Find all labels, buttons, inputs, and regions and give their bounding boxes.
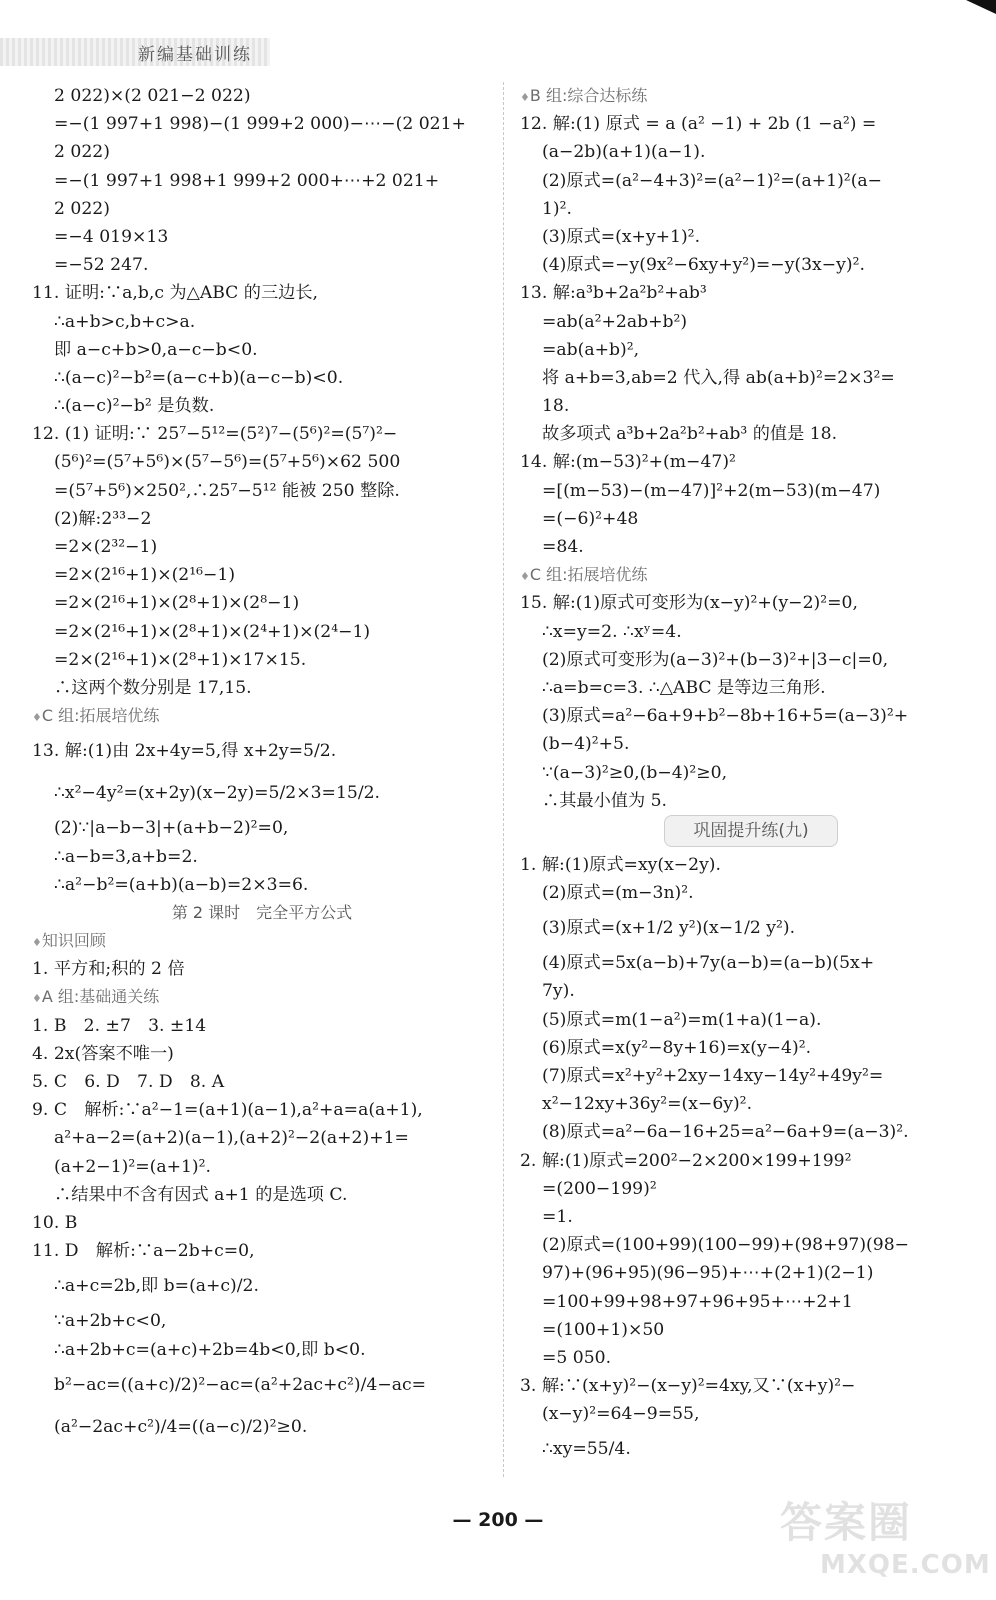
- text-line: =(200−199)²: [542, 1178, 657, 1199]
- left-column: [32, 82, 492, 1448]
- text-line: 1. 平方和;积的 2 倍: [32, 959, 185, 980]
- right-column: [520, 82, 982, 1470]
- watermark-logo: [780, 1490, 991, 1590]
- section-heading: ♦ C 组:拓展培优练: [520, 561, 982, 589]
- text-line: (3)原式=(x+y+1)².: [542, 226, 701, 247]
- text-line: 10. B: [32, 1212, 78, 1233]
- text-line: (3)原式=a²−6a+9+b²−8b+16+5=(a−3)²+: [542, 706, 909, 727]
- text-line: 15. 解:(1)原式可变形为(x−y)²+(y−2)²=0,: [520, 593, 858, 614]
- text-line: (7)原式=x²+y²+2xy−14xy−14y²+49y²=: [542, 1066, 884, 1086]
- text-line: (2)原式=(100+99)(100−99)+(98+97)(98−: [542, 1235, 910, 1256]
- text-line: =[(m−53)−(m−47)]²+2(m−53)(m−47): [542, 480, 881, 501]
- text-line: =(100+1)×50: [542, 1319, 665, 1340]
- text-line: (a²−2ac+c²)/4=((a−c)/2)²≥0.: [54, 1416, 308, 1437]
- text-line: 2 022): [54, 198, 110, 219]
- text-line: ∴x=y=2. ∴xʸ=4.: [542, 621, 682, 642]
- text-line: (5)原式=m(1−a²)=m(1+a)(1−a).: [542, 1009, 822, 1030]
- text-line: 18.: [542, 396, 570, 417]
- text-line: 1)².: [542, 198, 572, 219]
- section-heading: ♦ C 组:拓展培优练: [32, 702, 492, 730]
- watermark-text: 答案圈: [780, 1498, 913, 1547]
- text-line: =2×(2³²−1): [54, 537, 158, 557]
- text-line: (5⁶)²=(5⁷+5⁶)×(5⁷−5⁶)=(5⁷+5⁶)×62 500: [54, 452, 401, 473]
- text-line: 13. 解:a³b+2a²b²+ab³: [520, 283, 707, 304]
- text-line: ∴(a−c)²−b²=(a−c+b)(a−c−b)<0.: [54, 367, 344, 388]
- text-line: 11. 证明:∵a,b,c 为△ABC 的三边长,: [32, 283, 319, 304]
- text-line: ∴a²−b²=(a+b)(a−b)=2×3=6.: [54, 874, 309, 895]
- text-line: =5 050.: [542, 1347, 612, 1368]
- text-line: (4)原式=−y(9x²−6xy+y²)=−y(3x−y)².: [542, 255, 865, 276]
- section-banner-label: 巩固提升练(九): [664, 815, 837, 847]
- section-heading: ♦ 知识回顾: [32, 927, 492, 955]
- text-line: ∴xy=55/4.: [542, 1439, 631, 1460]
- text-line: 11. D 解析:∵a−2b+c=0,: [32, 1241, 255, 1262]
- text-line: 7y).: [542, 981, 575, 1002]
- text-line: =−(1 997+1 998+1 999+2 000+⋯+2 021+: [54, 170, 440, 191]
- text-line: =−4 019×13: [54, 226, 169, 247]
- text-line: 1. B 2. ±7 3. ±14: [32, 1015, 207, 1036]
- text-line: 12. 解:(1) 原式 = a (a² −1) + 2b (1 −a²) =: [520, 114, 877, 135]
- book-title: 新编基础训练: [138, 45, 252, 65]
- section-heading: ♦ B 组:综合达标练: [520, 82, 982, 110]
- text-line: =1.: [542, 1206, 573, 1227]
- text-line: =(5⁷+5⁶)×250²,∴25⁷−5¹² 能被 250 整除.: [54, 480, 400, 501]
- text-line: ∴结果中不含有因式 a+1 的是选项 C.: [54, 1184, 348, 1205]
- text-line: ∴a+c=2b,即 b=(a+c)/2.: [54, 1276, 259, 1297]
- text-line: (x−y)²=64−9=55,: [542, 1404, 700, 1425]
- text-line: (a+2−1)²=(a+1)².: [54, 1156, 211, 1177]
- text-line: x²−12xy+36y²=(x−6y)².: [542, 1094, 753, 1115]
- text-line: (2)解:2³³−2: [54, 508, 152, 529]
- lesson-title: 第 2 课时 完全平方公式: [171, 902, 353, 922]
- text-line: =ab(a²+2ab+b²): [542, 311, 688, 332]
- section-banner: [520, 815, 982, 851]
- text-line: a²+a−2=(a+2)(a−1),(a+2)²−2(a+2)+1=: [54, 1128, 409, 1149]
- text-line: 2. 解:(1)原式=200²−2×200×199+199²: [520, 1150, 852, 1171]
- text-line: 12. (1) 证明:∵ 25⁷−5¹²=(5²)⁷−(5⁶)²=(5⁷)²−: [32, 424, 398, 445]
- text-line: ∴a+b>c,b+c>a.: [54, 311, 196, 332]
- text-line: (4)原式=5x(a−b)+7y(a−b)=(a−b)(5x+: [542, 953, 875, 974]
- text-line: (8)原式=a²−6a−16+25=a²−6a+9=(a−3)².: [542, 1122, 909, 1143]
- text-line: (b−4)²+5.: [542, 734, 630, 755]
- text-line: ∵(a−3)²≥0,(b−4)²≥0,: [542, 762, 728, 783]
- text-line: 即 a−c+b>0,a−c−b<0.: [54, 339, 258, 360]
- text-line: 4. 2x(答案不唯一): [32, 1043, 174, 1064]
- text-line: ∴x²−4y²=(x+2y)(x−2y)=5/2×3=15/2.: [54, 783, 381, 804]
- text-line: 将 a+b=3,ab=2 代入,得 ab(a+b)²=2×3²=: [542, 367, 895, 388]
- text-line: 故多项式 a³b+2a²b²+ab³ 的值是 18.: [542, 424, 838, 445]
- text-line: =ab(a+b)²,: [542, 339, 640, 360]
- text-line: =2×(2¹⁶+1)×(2¹⁶−1): [54, 565, 236, 586]
- text-line: (a−2b)(a+1)(a−1).: [542, 142, 706, 163]
- column-divider: [503, 82, 504, 1477]
- text-line: =2×(2¹⁶+1)×(2⁸+1)×17×15.: [54, 649, 307, 670]
- text-line: =84.: [542, 537, 584, 557]
- text-line: (2)∵|a−b−3|+(a+b−2)²=0,: [54, 818, 289, 839]
- text-line: =−(1 997+1 998)−(1 999+2 000)−⋯−(2 021+: [54, 114, 466, 135]
- text-line: 9. C 解析:∵a²−1=(a+1)(a−1),a²+a=a(a+1),: [32, 1100, 423, 1121]
- text-line: ∴a−b=3,a+b=2.: [54, 846, 198, 867]
- text-line: b²−ac=((a+c)/2)²−ac=(a²+2ac+c²)/4−ac=: [54, 1374, 427, 1395]
- text-line: ∴a+2b+c=(a+c)+2b=4b<0,即 b<0.: [54, 1339, 366, 1360]
- text-line: 2 022): [54, 142, 110, 163]
- text-line: =2×(2¹⁶+1)×(2⁸+1)×(2⁴+1)×(2⁴−1): [54, 621, 371, 642]
- text-line: 14. 解:(m−53)²+(m−47)²: [520, 452, 736, 473]
- section-heading: ♦ A 组:基础通关练: [32, 983, 492, 1011]
- text-line: (6)原式=x(y²−8y+16)=x(y−4)².: [542, 1037, 812, 1058]
- text-line: ∴a=b=c=3. ∴△ABC 是等边三角形.: [542, 677, 826, 698]
- text-line: 5. C 6. D 7. D 8. A: [32, 1072, 225, 1092]
- text-line: =100+99+98+97+96+95+⋯+2+1: [542, 1291, 853, 1312]
- page-number: — 200 —: [452, 1509, 544, 1531]
- text-line: (2)原式=(a²−4+3)²=(a²−1)²=(a+1)²(a−: [542, 170, 883, 191]
- text-line: 1. 解:(1)原式=xy(x−2y).: [520, 854, 721, 875]
- text-line: (3)原式=(x+1/2 y²)(x−1/2 y²).: [542, 918, 796, 939]
- text-line: ∴其最小值为 5.: [542, 790, 667, 811]
- text-line: 13. 解:(1)由 2x+4y=5,得 x+2y=5/2.: [32, 741, 337, 762]
- text-line: (2)原式=(m−3n)².: [542, 883, 694, 904]
- corner-mark: [966, 0, 996, 14]
- text-line: =2×(2¹⁶+1)×(2⁸+1)×(2⁸−1): [54, 593, 300, 614]
- text-line: =−52 247.: [54, 255, 149, 276]
- text-line: (2)原式可变形为(a−3)²+(b−3)²+|3−c|=0,: [542, 649, 889, 670]
- text-line: ∴(a−c)²−b² 是负数.: [54, 396, 215, 417]
- watermark-url: MXQE.COM: [820, 1550, 991, 1580]
- text-line: ∴这两个数分别是 17,15.: [54, 677, 252, 698]
- text-line: ∵a+2b+c<0,: [54, 1311, 167, 1332]
- text-line: 3. 解:∵(x+y)²−(x−y)²=4xy,又∵(x+y)²−: [520, 1376, 856, 1397]
- text-line: 97)+(96+95)(96−95)+⋯+(2+1)(2−1): [542, 1263, 874, 1284]
- text-line: =(−6)²+48: [542, 508, 639, 529]
- text-line: 2 022)×(2 021−2 022): [54, 86, 251, 106]
